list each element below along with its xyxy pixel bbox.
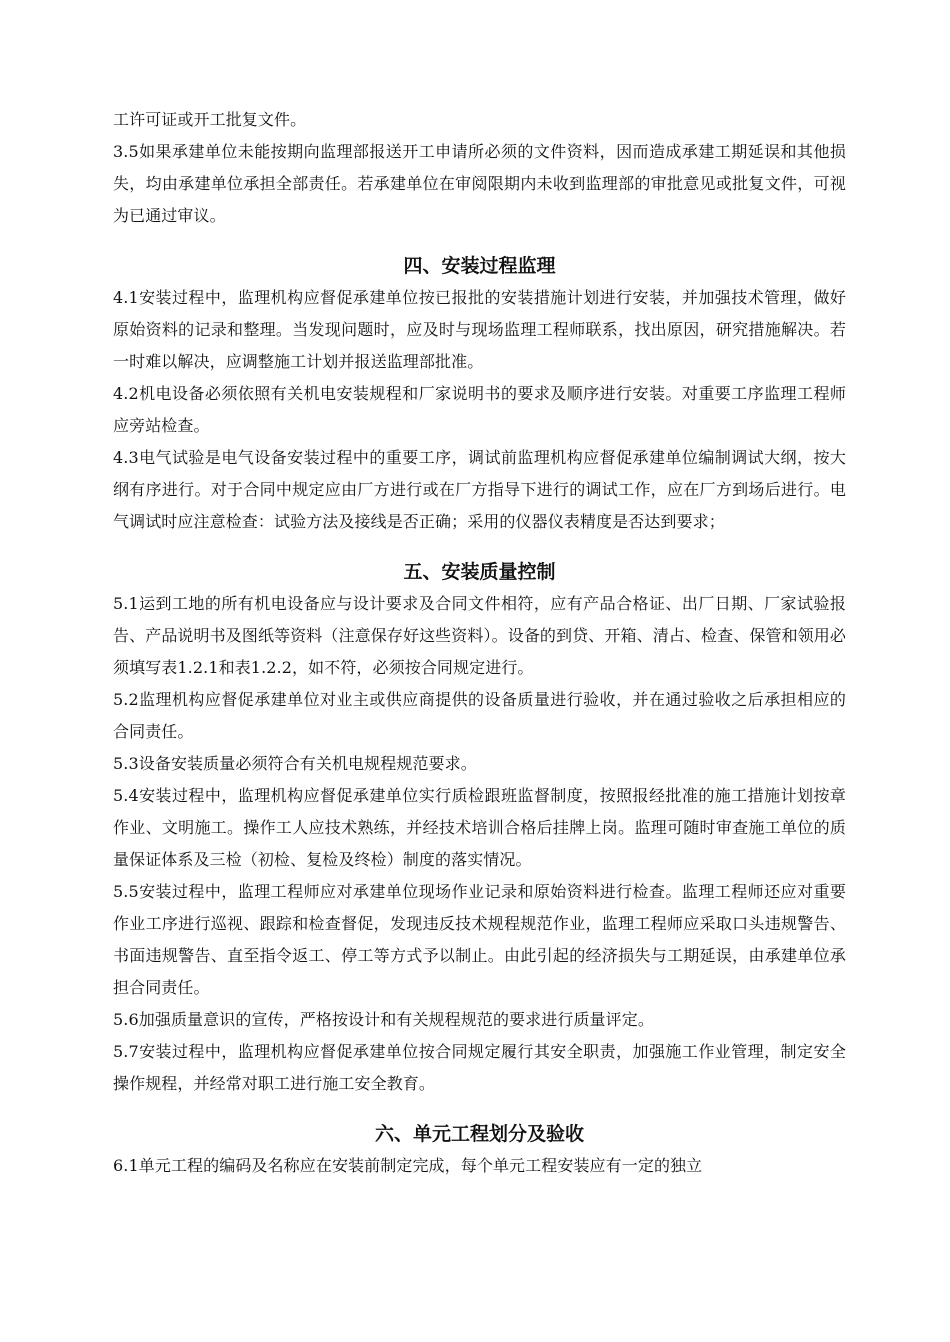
paragraph-5-7: 5.7安装过程中，监理机构应督促承建单位按合同规定履行其安全职责，加强施工作业管理，制定安全操作规程，并经常对职工进行施工安全教育。 [113, 1042, 846, 1093]
section-title-5: 五、安装质量控制 [403, 561, 556, 583]
paragraph-intro-1: 工许可证或开工批复文件。 [113, 110, 307, 129]
spacer [113, 1100, 846, 1118]
section-title-4: 四、安装过程监理 [403, 255, 556, 277]
document-body [113, 104, 846, 1182]
paragraph-4-1: 4.1安装过程中，监理机构应督促承建单位按已报批的安装措施计划进行安装，并加强技术管理，做好原始资料的记录和整理。当发现问题时，应及时与现场监理工程师联系，找出原因，研究措施解决。若一时难以解决，应调整施工计划并报送监理部批准。 [113, 288, 846, 371]
paragraph-4-3: 4.3电气试验是电气设备安装过程中的重要工序，调试前监理机构应督促承建单位编制调试大纲，按大纲有序进行。对于合同中规定应由厂方进行或在厂方指导下进行的调试工作，应在厂方到场后进行。电气调试时应注意检查：试验方法及接线是否正确；采用的仪器仪表精度是否达到要求； [113, 448, 846, 531]
paragraph-6-1: 6.1单元工程的编码及名称应在安装前制定完成，每个单元工程安装应有一定的独立 [113, 1156, 703, 1175]
paragraph-3-5: 3.5如果承建单位未能按期向监理部报送开工申请所必须的文件资料，因而造成承建工期延误和其他损失，均由承建单位承担全部责任。若承建单位在审阅限期内未收到监理部的审批意见或批复文件，可视为已通过审议。 [113, 142, 846, 225]
paragraph-5-3: 5.3设备安装质量必须符合有关机电规程规范要求。 [113, 754, 477, 773]
spacer [113, 538, 846, 556]
section-title-6: 六、单元工程划分及验收 [374, 1123, 584, 1145]
paragraph-5-5: 5.5安装过程中，监理工程师应对承建单位现场作业记录和原始资料进行检查。监理工程师还应对重要作业工序进行巡视、跟踪和检查督促，发现违反技术规程规范作业，监理工程师应采取口头违规警告、书面违规警告、直至指令返工、停工等方式予以制止。由此引起的经济损失与工期延误，由承建单位承担合同责任。 [113, 882, 846, 997]
paragraph-4-2: 4.2机电设备必须依照有关机电安装规程和厂家说明书的要求及顺序进行安装。对重要工序监理工程师应旁站检查。 [113, 384, 846, 435]
paragraph-5-4: 5.4安装过程中，监理机构应督促承建单位实行质检跟班监督制度，按照报经批准的施工措施计划按章作业、文明施工。操作工人应技术熟练，并经技术培训合格后挂牌上岗。监理可随时审查施工单位的质量保证体系及三检（初检、复检及终检）制度的落实情况。 [113, 786, 846, 869]
spacer [113, 232, 846, 250]
paragraph-5-6: 5.6加强质量意识的宣传，严格按设计和有关规程规范的要求进行质量评定。 [113, 1010, 654, 1029]
paragraph-5-1: 5.1运到工地的所有机电设备应与设计要求及合同文件相符，应有产品合格证、出厂日期、厂家试验报告、产品说明书及图纸等资料（注意保存好这些资料）。设备的到贷、开箱、清占、检查、保管和领用必须填写表1.2.1和表1.2.2，如不符，必须按合同规定进行。 [113, 594, 846, 677]
paragraph-5-2: 5.2监理机构应督促承建单位对业主或供应商提供的设备质量进行验收，并在通过验收之后承担相应的合同责任。 [113, 690, 846, 741]
